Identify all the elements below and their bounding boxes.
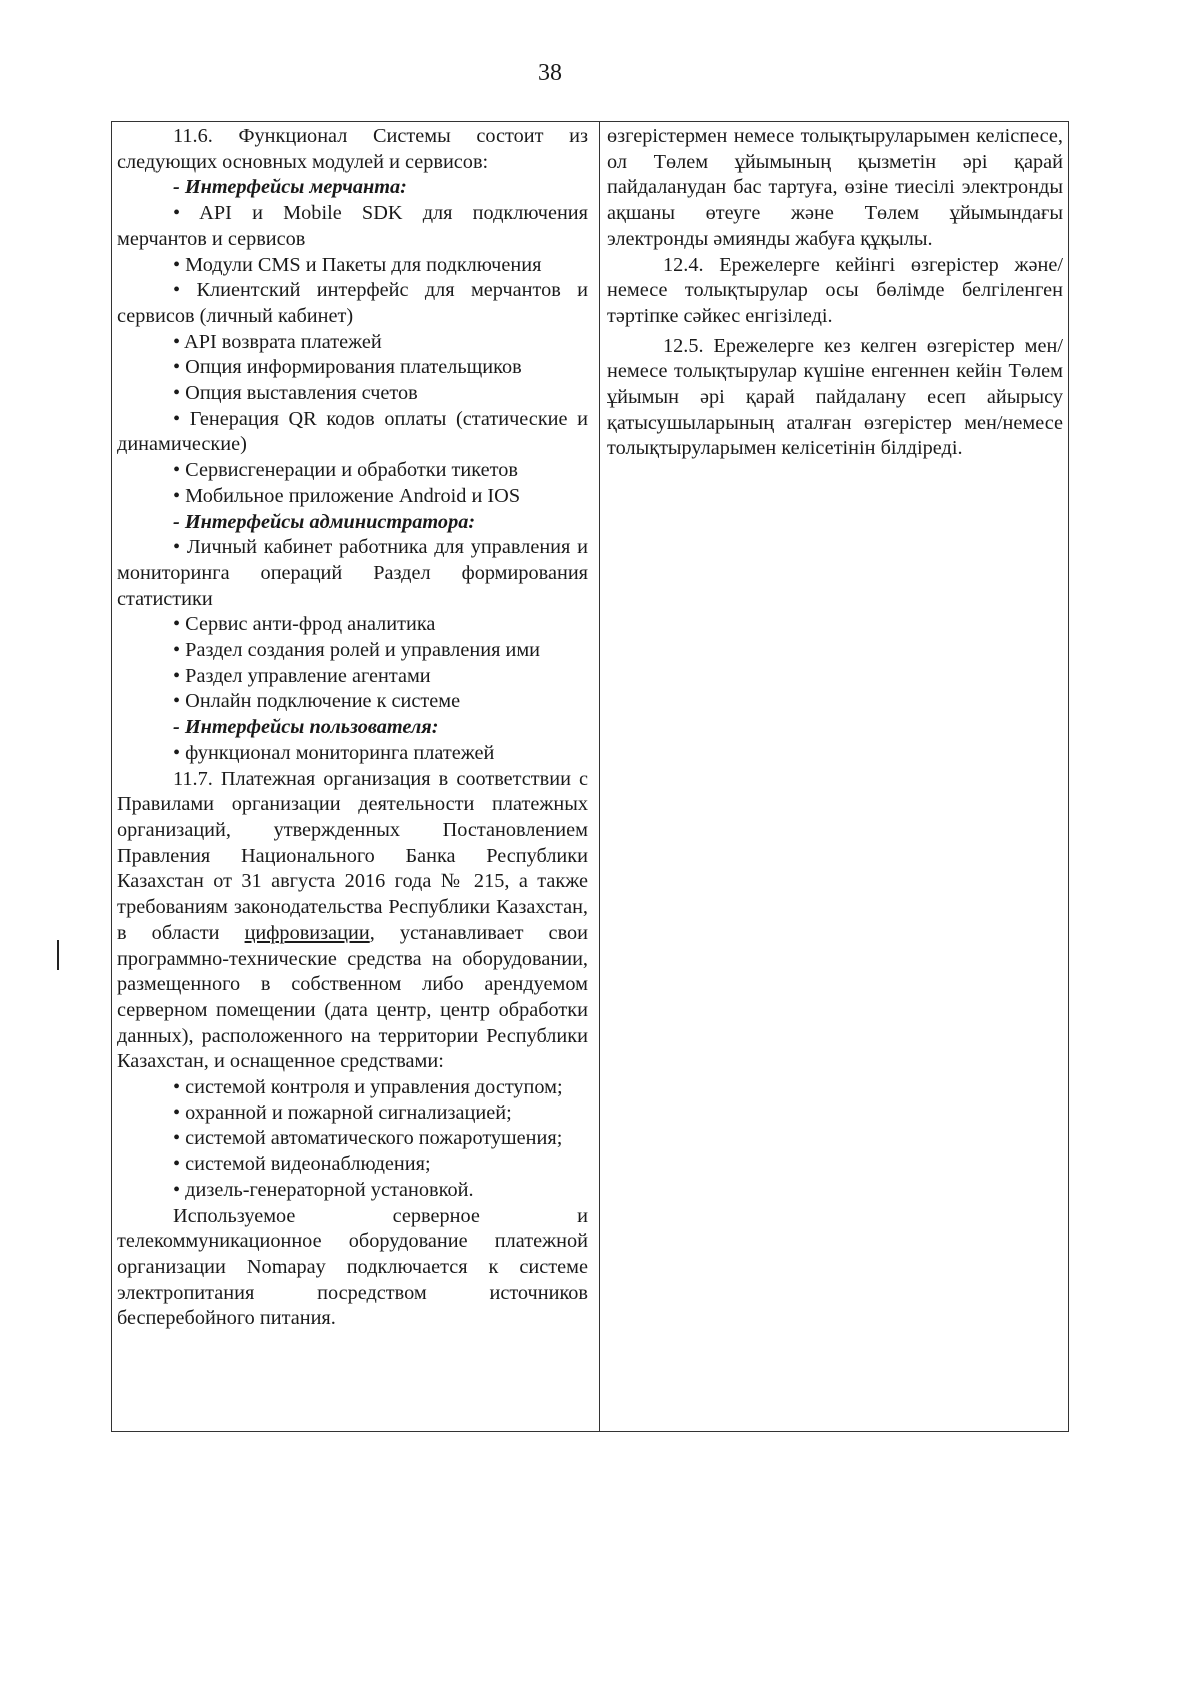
list-item: • Онлайн подключение к системе [173,690,461,713]
list-item: • Раздел создания ролей и управления ими [173,639,541,662]
list-item: • Опция информирования плательщиков [173,356,522,379]
list-item: • Сервисгенерации и обработки тикетов [173,459,518,482]
list-item: • системой контроля и управления доступом; [173,1076,563,1099]
margin-mark [57,940,59,970]
list-item: • Сервис анти-фрод аналитика [173,613,436,636]
list-item: • Мобильное приложение Android и IOS [173,484,521,507]
list-item: • Личный кабинет работника для управления и мониторинга операций Раздел формирования статистики [117,536,588,610]
list-item: • API возврата платежей [173,330,382,353]
list-item: • Опция выставления счетов [173,382,418,405]
paragraph-12-5: 12.5. Ережелерге кез келген өзгерістер мен/немесе толықтырулар күшіне енгеннен кейін Төлем ұйымын әрі қарай пайдалану есеп айырысу қатысушыларының аталған өзгерістер мен/немесе толықтыруларымен келісетінін білдіреді. [607,334,1063,460]
list-item: • охранной и пожарной сигнализацией; [173,1101,512,1124]
list-item: • Раздел управление агентами [173,664,431,687]
list-item: • функционал мониторинга платежей [173,741,495,764]
page-number: 38 [538,60,562,86]
left-column-russian [117,124,588,1332]
column-divider [599,122,600,1431]
paragraph-11-7 [117,767,588,1075]
text-span: 11.7. Платежная организация в соответствии с Правилами организации деятельности платежных организаций, утвержденных Постановлением Правления Национального Банка Республики Казахстан от 31 августа 2016 года № 215, а также требованиям законодательства Республики Казахстан, в области [117,767,588,944]
text-span: , устанавливает свои программно-технические средства на оборудовании, размещенного в собственном либо арендуемом серверном помещении (дата центр, центр обработки данных), расположенного на территории Республики Казахстан, и оснащенное средствами: [117,921,588,1073]
section-heading-admin: - Интерфейсы администратора: [173,510,476,533]
list-item: • API и Mobile SDK для подключения мерчантов и сервисов [117,202,588,250]
list-item: • Генерация QR кодов оплаты (статические и динамические) [117,407,588,456]
two-column-table [111,121,1069,1432]
list-item: • Модули CMS и Пакеты для подключения [173,253,542,276]
list-item: • Клиентский интерфейс для мерчантов и сервисов (личный кабинет) [117,279,588,327]
underlined-word: цифровизации [244,921,370,944]
list-item: • системой автоматического пожаротушения; [173,1127,563,1150]
section-heading-merchant: - Интерфейсы мерчанта: [173,176,407,199]
section-heading-user: - Интерфейсы пользователя: [173,716,439,739]
paragraph-12-4: 12.4. Ережелерге кейінгі өзгерістер және/немесе толықтырулар осы бөлімде белгіленген тәртіпке сәйкес енгізіледі. [607,253,1063,327]
paragraph-continuation: өзгерістермен немесе толықтыруларымен келіспесе, ол Төлем ұйымының қызметін әрі қарай пайдаланудан бас тартуға, өзіне тиесілі электронды ақшаны өтеуге және Төлем ұйымындағы электронды әмиянды жабуға құқылы. [607,125,1063,250]
list-item: • системой видеонаблюдения; [173,1153,431,1176]
paragraph-11-6: 11.6. Функционал Системы состоит из следующих основных модулей и сервисов: [117,125,588,173]
list-item: • дизель-генераторной установкой. [173,1178,474,1201]
right-column-kazakh [607,124,1063,462]
closing-paragraph: Используемое серверное и телекоммуникационное оборудование платежной организации Nomapay подключается к системе электропитания посредством источников бесперебойного питания. [117,1204,588,1330]
